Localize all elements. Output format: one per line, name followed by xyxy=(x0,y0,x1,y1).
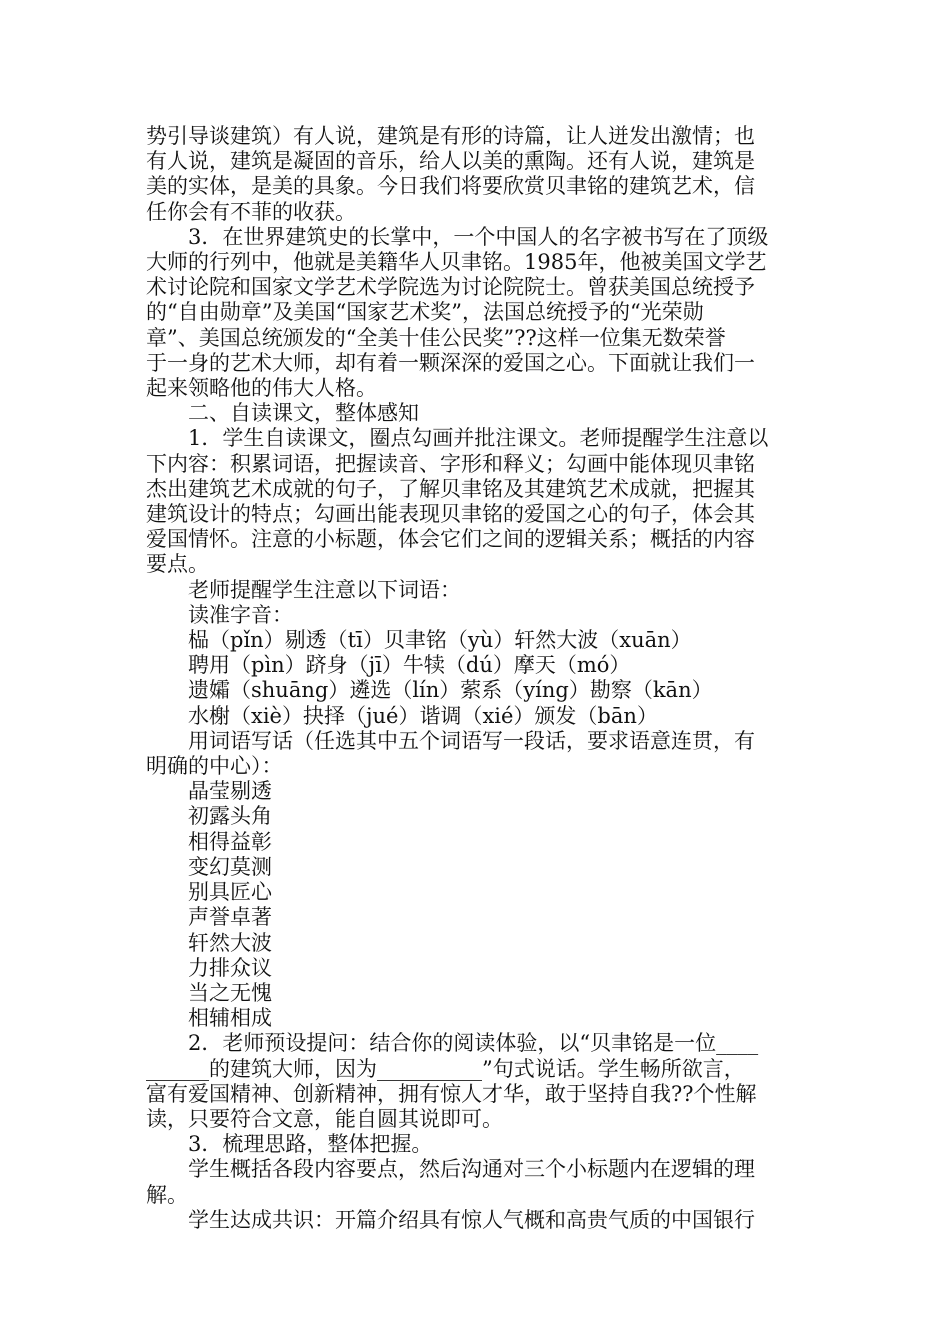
text-line: 下内容：积累词语，把握读音、字形和释义；勾画中能体现贝聿铭 xyxy=(146,451,755,476)
text-line: 水榭（xiè）抉择（jué）谐调（xié）颁发（bān） xyxy=(188,703,658,728)
text-line: 解。 xyxy=(146,1182,188,1207)
text-line: 爱国情怀。注意的小标题，体会它们之间的逻辑关系；概括的内容 xyxy=(146,527,755,552)
text-line: 榀（pǐn）剔透（tī）贝聿铭（yù）轩然大波（xuān） xyxy=(188,628,692,653)
text-line: 于一身的艺术大师，却有着一颗深深的爱国之心。下面就让我们一 xyxy=(146,350,755,375)
text-line: 学生达成共识：开篇介绍具有惊人气概和高贵气质的中国银行 xyxy=(188,1207,755,1232)
vocab-item: 声誉卓著 xyxy=(188,905,272,930)
text-line: 起来领略他的伟大人格。 xyxy=(146,376,377,401)
text-line: 读准字音： xyxy=(188,602,293,627)
text-line: 2．老师预设提问：结合你的阅读体验，以“贝聿铭是一位____ xyxy=(188,1031,759,1056)
text-line: 聘用（pìn）跻身（jī）牛犊（dú）摩天（mó） xyxy=(188,653,631,678)
text-line: 学生概括各段内容要点，然后沟通对三个小标题内在逻辑的理 xyxy=(188,1157,755,1182)
text-line: 大师的行列中，他就是美籍华人贝聿铭。1985年，他被美国文学艺 xyxy=(146,250,767,275)
text-line: 读，只要符合文意，能自圆其说即可。 xyxy=(146,1106,503,1131)
text-line: 术讨论院和国家文学艺术学院选为讨论院院士。曾获美国总统授予 xyxy=(146,275,755,300)
vocab-item: 轩然大波 xyxy=(188,930,272,955)
text-line: ______的建筑大师，因为__________”句式说话。学生畅所欲言， xyxy=(146,1056,745,1081)
vocabulary-list xyxy=(146,779,808,1031)
text-line: 任你会有不菲的收获。 xyxy=(146,199,356,224)
vocab-item: 当之无愧 xyxy=(188,980,272,1005)
vocab-item: 初露头角 xyxy=(188,804,272,829)
vocab-item: 相得益彰 xyxy=(188,829,272,854)
body-text-part-2 xyxy=(146,1031,808,1233)
vocab-item: 力排众议 xyxy=(188,955,272,980)
text-line: 有人说，建筑是凝固的音乐，给人以美的熏陶。还有人说，建筑是 xyxy=(146,149,755,174)
text-line: 杰出建筑艺术成就的句子，了解贝聿铭及其建筑艺术成就，把握其 xyxy=(146,476,755,501)
text-line: 3．梳理思路，整体把握。 xyxy=(188,1132,433,1157)
vocab-item: 晶莹剔透 xyxy=(188,779,272,804)
text-line: 势引导谈建筑）有人说，建筑是有形的诗篇，让人迸发出激情；也 xyxy=(146,124,755,148)
text-line: 明确的中心）： xyxy=(146,754,283,779)
text-line: 的“自由勋章”及美国“国家艺术奖”，法国总统授予的“光荣勋 xyxy=(146,300,704,325)
text-line: 1．学生自读课文，圈点勾画并批注课文。老师提醒学生注意以 xyxy=(188,426,769,451)
text-line: 用词语写话（任选其中五个词语写一段话，要求语意连贯，有 xyxy=(188,728,755,753)
text-line: 富有爱国精神、创新精神，拥有惊人才华，敢于坚持自我??个性解 xyxy=(146,1081,757,1106)
document-page xyxy=(146,124,808,1233)
text-line: 遗孀（shuāng）遴选（lín）萦系（yíng）勘察（kān） xyxy=(188,678,713,703)
text-line: 要点。 xyxy=(146,552,209,577)
vocab-item: 别具匠心 xyxy=(188,880,272,905)
text-line: 老师提醒学生注意以下词语： xyxy=(188,577,461,602)
vocab-item: 相辅相成 xyxy=(188,1006,272,1031)
vocab-item: 变幻莫测 xyxy=(188,854,272,879)
text-line: 建筑设计的特点；勾画出能表现贝聿铭的爱国之心的句子，体会其 xyxy=(146,502,755,527)
text-line: 美的实体，是美的具象。今日我们将要欣赏贝聿铭的建筑艺术，信 xyxy=(146,174,755,199)
text-line: 3．在世界建筑史的长掌中，一个中国人的名字被书写在了顶级 xyxy=(188,224,769,249)
body-text-part-1 xyxy=(146,124,808,779)
text-line: 二、自读课文，整体感知 xyxy=(188,401,419,426)
text-line: 章”、美国总统颁发的“全美十佳公民奖”??这样一位集无数荣誉 xyxy=(146,325,726,350)
